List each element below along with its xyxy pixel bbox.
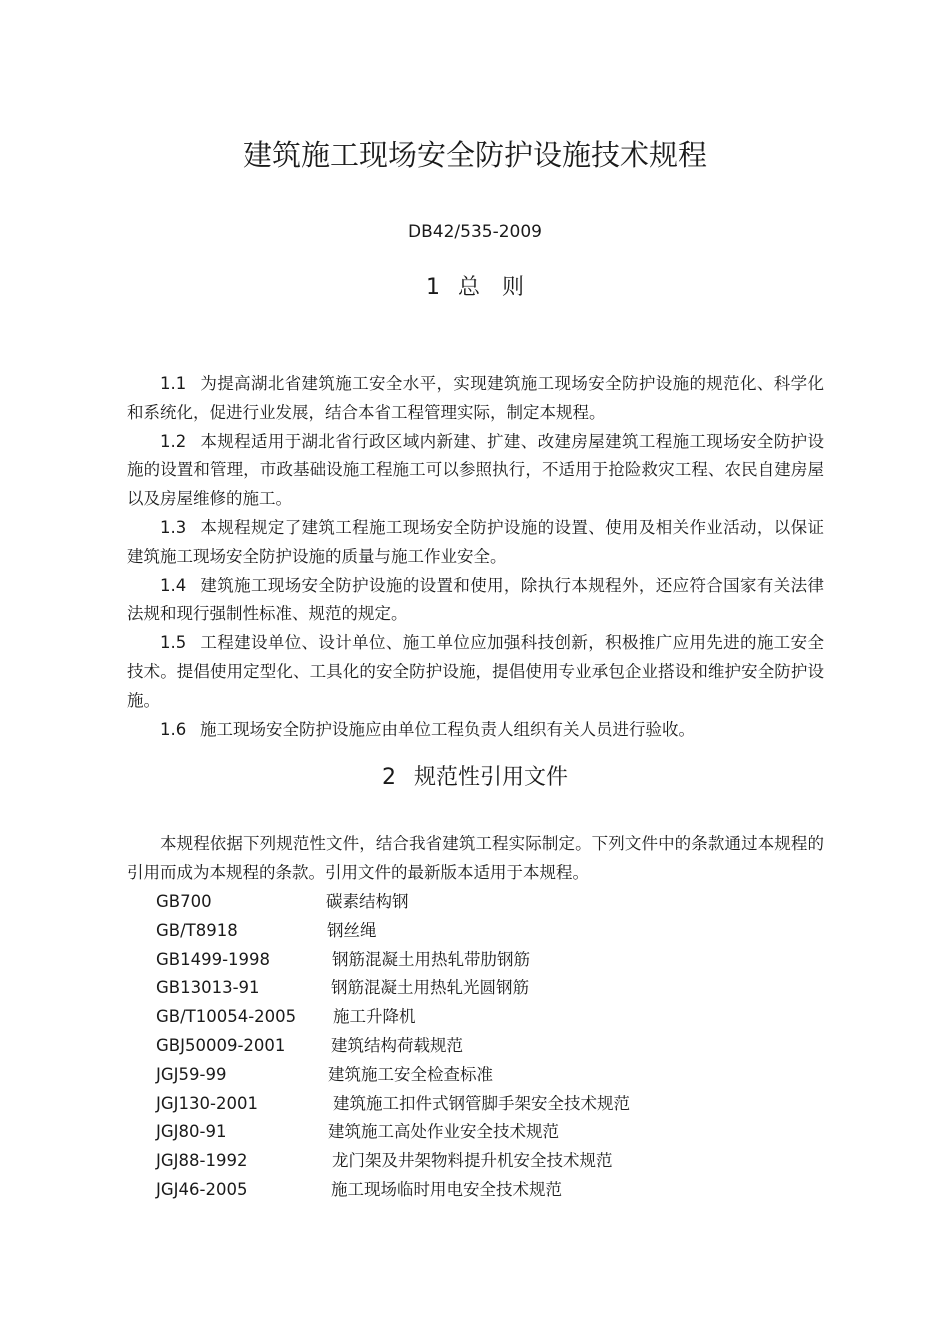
reference-code: GB1499-1998 bbox=[156, 949, 271, 969]
reference-code: GB13013-91 bbox=[156, 978, 260, 998]
reference-code: GBJ50009-2001 bbox=[156, 1035, 286, 1055]
reference-code: GB700 bbox=[156, 892, 212, 911]
section-2-heading bbox=[0, 762, 950, 794]
reference-name: 施工升降机 bbox=[333, 1007, 416, 1027]
reference-code: GB/T8918 bbox=[156, 920, 238, 940]
clause-1-3: 1.3 本规程规定了建筑工程施工现场安全防护设施的设置、使用及相关作业活动，以保证建筑施工现场安全防护设施的质量与施工作业安全。 bbox=[127, 517, 824, 566]
reference-list bbox=[156, 888, 756, 1205]
reference-item bbox=[156, 888, 756, 917]
section-2-body bbox=[127, 830, 824, 888]
section-1-title: 总 则 bbox=[457, 275, 524, 300]
reference-name: 建筑结构荷载规范 bbox=[331, 1035, 463, 1055]
section-2-intro: 本规程依据下列规范性文件，结合我省建筑工程实际制定。下列文件中的条款通过本规程的引用而成为本规程的条款。引用文件的最新版本适用于本规程。 bbox=[127, 834, 824, 882]
reference-code: GB/T10054-2005 bbox=[156, 1007, 297, 1027]
clause-1-1: 1.1 为提高湖北省建筑施工安全水平，实现建筑施工现场安全防护设施的规范化、科学化和系统化，促进行业发展，结合本省工程管理实际，制定本规程。 bbox=[127, 374, 824, 422]
reference-name: 钢丝绳 bbox=[327, 920, 377, 940]
clause-1-5: 1.5 工程建设单位、设计单位、施工单位应加强科技创新，积极推广应用先进的施工安全技术。提倡使用定型化、工具化的安全防护设施，提倡使用专业承包企业搭设和维护安全防护设施。 bbox=[127, 633, 824, 710]
reference-code: JGJ80-91 bbox=[156, 1122, 227, 1142]
reference-name: 建筑施工扣件式钢管脚手架安全技术规范 bbox=[333, 1093, 630, 1113]
reference-code: JGJ88-1992 bbox=[156, 1151, 248, 1171]
clause-1-4: 1.4 建筑施工现场安全防护设施的设置和使用，除执行本规程外，还应符合国家有关法律法规和现行强制性标准、规范的规定。 bbox=[127, 575, 824, 624]
reference-name: 龙门架及井架物料提升机安全技术规范 bbox=[332, 1151, 613, 1171]
reference-code: JGJ59-99 bbox=[156, 1064, 227, 1084]
clause-1-6: 1.6 施工现场安全防护设施应由单位工程负责人组织有关人员进行验收。 bbox=[160, 719, 695, 739]
reference-name: 碳素结构钢 bbox=[326, 892, 409, 911]
reference-item bbox=[156, 917, 756, 946]
reference-name: 建筑施工安全检查标准 bbox=[328, 1064, 493, 1084]
reference-item bbox=[156, 1090, 756, 1119]
section-2-number: 2 bbox=[381, 765, 396, 790]
reference-name: 钢筋混凝土用热轧带肋钢筋 bbox=[332, 949, 530, 969]
section-1-number: 1 bbox=[425, 275, 440, 300]
reference-item bbox=[156, 946, 756, 975]
reference-item bbox=[156, 974, 756, 1003]
reference-name: 钢筋混凝土用热轧光圆钢筋 bbox=[331, 978, 529, 998]
reference-item bbox=[156, 1118, 756, 1147]
reference-name: 施工现场临时用电安全技术规范 bbox=[331, 1179, 562, 1199]
section-2-title: 规范性引用文件 bbox=[413, 765, 568, 790]
section-1-heading bbox=[0, 272, 950, 304]
reference-code: JGJ46-2005 bbox=[156, 1179, 248, 1199]
reference-item bbox=[156, 1061, 756, 1090]
section-1-body bbox=[127, 370, 824, 744]
document-title: 建筑施工现场安全防护设施技术规程 bbox=[242, 138, 707, 172]
reference-name: 建筑施工高处作业安全技术规范 bbox=[328, 1122, 559, 1142]
document-code: DB42/535-2009 bbox=[408, 222, 542, 242]
reference-code: JGJ130-2001 bbox=[156, 1093, 258, 1113]
reference-item bbox=[156, 1176, 756, 1205]
reference-item bbox=[156, 1032, 756, 1061]
reference-item bbox=[156, 1003, 756, 1032]
reference-item bbox=[156, 1147, 756, 1176]
clause-1-2: 1.2 本规程适用于湖北省行政区域内新建、扩建、改建房屋建筑工程施工现场安全防护设施的设置和管理，市政基础设施工程施工可以参照执行，不适用于抢险救灾工程、农民自建房屋以及房屋维修的施工。 bbox=[127, 431, 824, 509]
